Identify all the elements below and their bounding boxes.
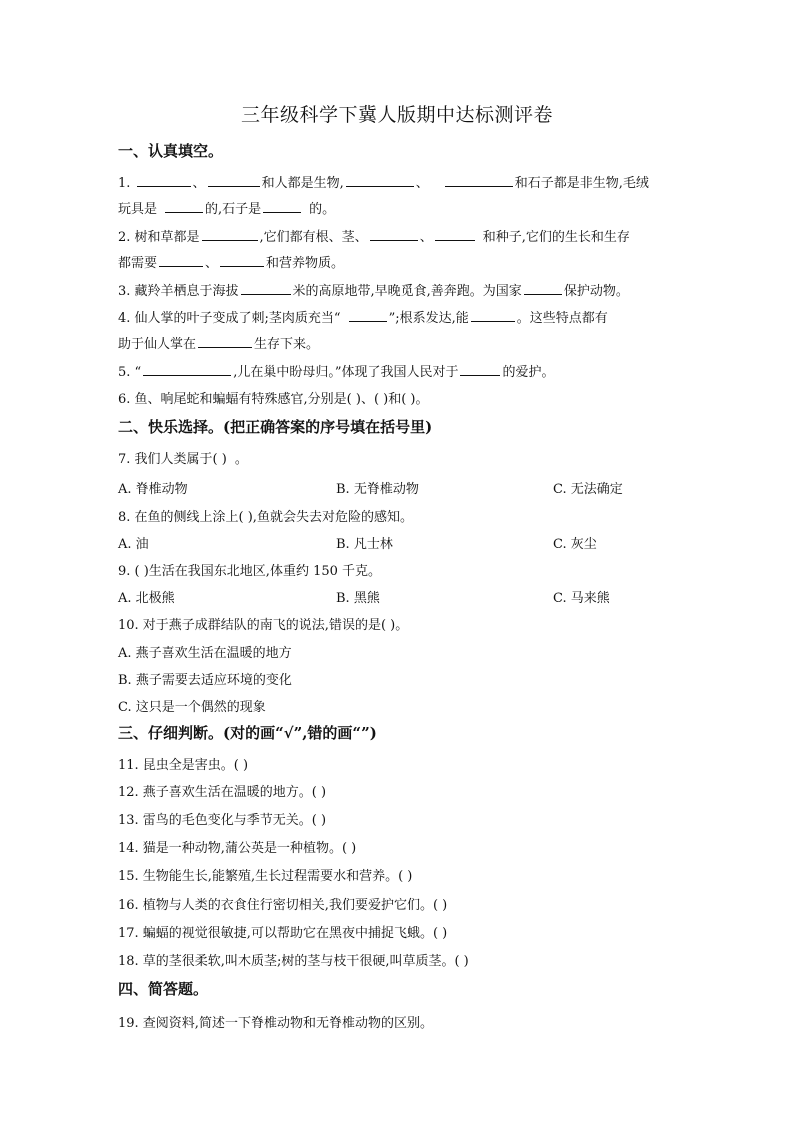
option-c[interactable]: C. 马来熊 xyxy=(553,591,610,606)
question-2-line-2 xyxy=(118,252,344,271)
judge-item: 16. 植物与人类的衣食住行密切相关,我们要爱护它们。( ) xyxy=(118,898,448,913)
judge-item: 18. 草的茎很柔软,叫木质茎;树的茎与枝干很硬,叫草质茎。( ) xyxy=(118,954,469,969)
option-b[interactable]: B. 无脊椎动物 xyxy=(336,482,419,497)
question-text: 助于仙人掌在 xyxy=(118,337,197,352)
answer-blank[interactable] xyxy=(165,200,203,213)
question-text: 、 xyxy=(192,176,206,191)
answer-blank[interactable] xyxy=(524,282,562,295)
question-1-line-2 xyxy=(118,198,335,217)
question-text: 5. “ xyxy=(118,365,142,380)
option-c[interactable]: C. 无法确定 xyxy=(553,482,623,497)
answer-blank[interactable] xyxy=(159,254,203,267)
question-text: 和石子都是非生物,毛绒 xyxy=(514,176,649,191)
answer-blank[interactable] xyxy=(346,174,414,187)
question-4-line-1 xyxy=(118,307,608,326)
question-19: 19. 查阅资料,简述一下脊椎动物和无脊椎动物的区别。 xyxy=(118,1016,433,1031)
question-text: 。 xyxy=(234,452,248,467)
question-text: 保护动物。 xyxy=(563,284,629,299)
judge-item: 12. 燕子喜欢生活在温暖的地方。( ) xyxy=(118,785,327,800)
question-8: 8. 在鱼的侧线上涂上( ),鱼就会失去对危险的感知。 xyxy=(118,510,413,525)
question-text: 玩具是 xyxy=(118,202,158,217)
question-text: 4. 仙人掌的叶子变成了刺;茎肉质充当“ xyxy=(118,311,341,326)
question-text: 都需要 xyxy=(118,256,158,271)
answer-blank[interactable] xyxy=(263,200,301,213)
option-a[interactable]: A. 脊椎动物 xyxy=(118,482,188,497)
question-5 xyxy=(118,361,554,380)
question-text: 的爱护。 xyxy=(502,365,555,380)
question-text: 的。 xyxy=(309,202,336,217)
answer-blank[interactable] xyxy=(137,174,191,187)
answer-blank[interactable] xyxy=(370,228,418,241)
answer-blank[interactable] xyxy=(471,309,515,322)
question-text: 米的高原地带,早晚觅食,善奔跑。为国家 xyxy=(292,284,522,299)
question-text: ,儿在巢中盼母归。”体现了我国人民对于 xyxy=(233,365,459,380)
question-9: 9. ( )生活在我国东北地区,体重约 150 千克。 xyxy=(118,564,382,579)
question-1-line-1 xyxy=(118,172,649,191)
option-b[interactable]: B. 黑熊 xyxy=(336,591,380,606)
question-text: 生存下来。 xyxy=(254,337,320,352)
option-c[interactable]: C. 灰尘 xyxy=(553,537,597,552)
question-text: 、 xyxy=(415,176,429,191)
question-3 xyxy=(118,280,629,299)
question-text: ”;根系发达,能 xyxy=(388,311,469,326)
answer-blank[interactable] xyxy=(241,282,291,295)
question-7 xyxy=(118,448,248,467)
question-2-line-1 xyxy=(118,226,630,245)
judge-item: 17. 蝙蝠的视觉很敏捷,可以帮助它在黑夜中捕捉飞蛾。( ) xyxy=(118,926,448,941)
judge-item: 11. 昆虫全是害虫。( ) xyxy=(118,758,249,773)
answer-blank[interactable] xyxy=(460,363,500,376)
question-text: 和营养物质。 xyxy=(266,256,345,271)
question-10: 10. 对于燕子成群结队的南飞的说法,错误的是( )。 xyxy=(118,618,409,633)
answer-blank[interactable] xyxy=(435,228,475,241)
question-text: ,它们都有根、茎、 xyxy=(259,230,368,245)
judge-item: 15. 生物能生长,能繁殖,生长过程需要水和营养。( ) xyxy=(118,869,413,884)
question-text: 、 xyxy=(205,256,219,271)
question-text: 。这些特点都有 xyxy=(516,311,608,326)
question-text: 和种子,它们的生长和生存 xyxy=(482,230,630,245)
exam-title: 三年级科学下冀人版期中达标测评卷 xyxy=(240,104,553,126)
question-text: 7. 我们人类属于( ) xyxy=(118,452,227,467)
question-text: 、 xyxy=(419,230,433,245)
option-c[interactable]: C. 这只是一个偶然的现象 xyxy=(118,700,266,715)
answer-blank[interactable] xyxy=(349,309,387,322)
option-b[interactable]: B. 燕子需要去适应环境的变化 xyxy=(118,673,292,688)
section-heading-judge: 三、仔细判断。(对的画“√”,错的画“”) xyxy=(118,724,377,742)
answer-blank[interactable] xyxy=(445,174,513,187)
answer-blank[interactable] xyxy=(198,335,252,348)
question-6: 6. 鱼、响尾蛇和蝙蝠有特殊感官,分别是( )、( )和( )。 xyxy=(118,392,429,407)
option-a[interactable]: A. 燕子喜欢生活在温暖的地方 xyxy=(118,646,292,661)
answer-blank[interactable] xyxy=(220,254,264,267)
answer-blank[interactable] xyxy=(208,174,260,187)
option-a[interactable]: A. 油 xyxy=(118,537,149,552)
question-text: 的,石子是 xyxy=(205,202,262,217)
section-heading-choice: 二、快乐选择。(把正确答案的序号填在括号里) xyxy=(118,418,433,436)
judge-item: 14. 猫是一种动物,蒲公英是一种植物。( ) xyxy=(118,841,357,856)
question-text: 和人都是生物, xyxy=(261,176,344,191)
option-a[interactable]: A. 北极熊 xyxy=(118,591,175,606)
question-4-line-2 xyxy=(118,333,319,352)
option-b[interactable]: B. 凡士林 xyxy=(336,537,393,552)
question-text: 2. 树和草都是 xyxy=(118,230,200,245)
section-heading-fill-in: 一、认真填空。 xyxy=(118,142,224,160)
judge-item: 13. 雷鸟的毛色变化与季节无关。( ) xyxy=(118,813,327,828)
answer-blank[interactable] xyxy=(202,228,258,241)
section-heading-short-answer: 四、简答题。 xyxy=(118,980,209,998)
question-number: 1. xyxy=(118,176,131,191)
question-text: 3. 藏羚羊栖息于海拔 xyxy=(118,284,239,299)
answer-blank[interactable] xyxy=(143,363,231,376)
